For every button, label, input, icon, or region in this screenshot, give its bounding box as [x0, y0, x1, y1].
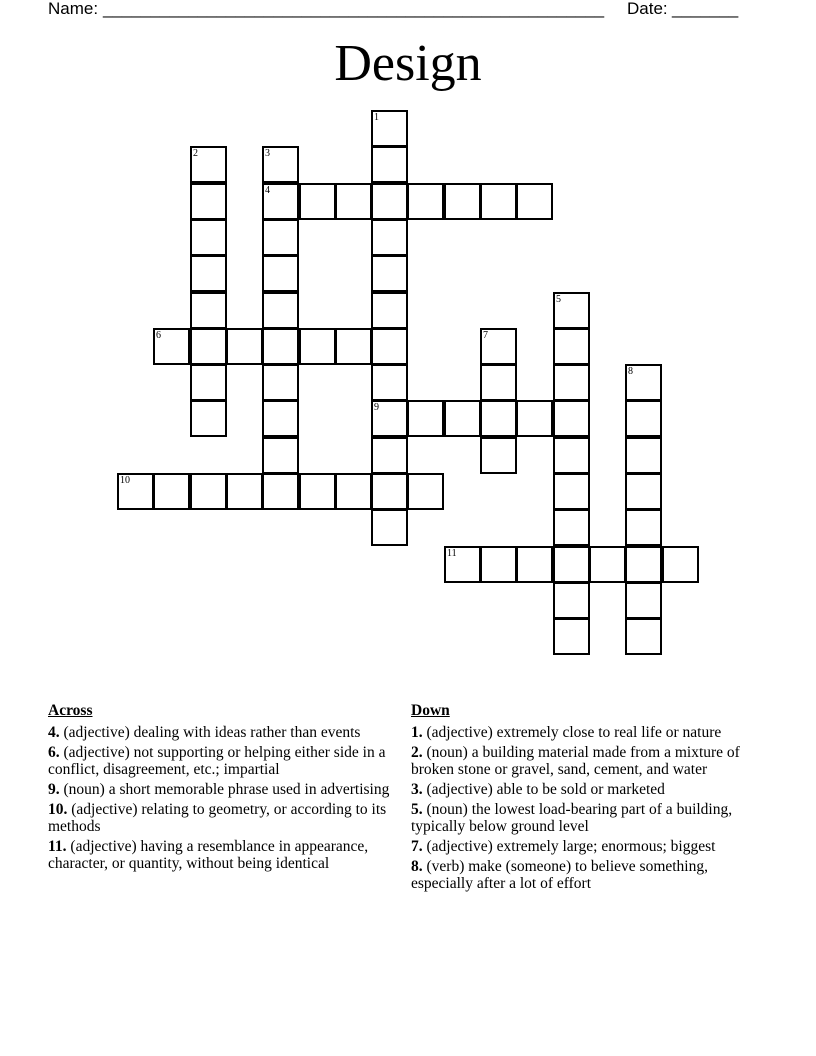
grid-cell[interactable] [262, 473, 299, 510]
grid-cell[interactable] [589, 546, 626, 583]
cell-number: 7 [483, 330, 488, 341]
grid-cell[interactable] [262, 146, 299, 183]
grid-cell[interactable] [190, 400, 227, 437]
grid-cell[interactable] [190, 328, 227, 365]
grid-cell[interactable] [480, 183, 517, 220]
cell-number: 9 [374, 402, 379, 413]
grid-cell[interactable] [190, 473, 227, 510]
grid-cell[interactable] [226, 328, 263, 365]
grid-cell[interactable] [335, 473, 372, 510]
grid-cell[interactable] [262, 219, 299, 256]
cell-number: 11 [447, 548, 457, 559]
clue-number: 3. [411, 781, 423, 798]
across-heading: Across [48, 702, 93, 719]
grid-cell[interactable] [444, 546, 481, 583]
clue-number: 10. [48, 801, 68, 818]
grid-cell[interactable] [553, 473, 590, 510]
grid-cell[interactable] [262, 437, 299, 474]
grid-cell[interactable] [480, 400, 517, 437]
grid-cell[interactable] [335, 183, 372, 220]
grid-cell[interactable] [371, 110, 408, 147]
grid-cell[interactable] [371, 292, 408, 329]
grid-cell[interactable] [662, 546, 699, 583]
grid-cell[interactable] [371, 219, 408, 256]
clue-number: 11. [48, 838, 67, 855]
down-heading: Down [411, 702, 450, 719]
grid-cell[interactable] [262, 364, 299, 401]
grid-cell[interactable] [190, 183, 227, 220]
grid-cell[interactable] [553, 582, 590, 619]
grid-cell[interactable] [190, 255, 227, 292]
grid-cell[interactable] [516, 546, 553, 583]
grid-cell[interactable] [480, 328, 517, 365]
clue-number: 9. [48, 781, 60, 798]
clue-text: (adjective) extremely large; enormous; biggest [426, 838, 716, 855]
grid-cell[interactable] [444, 183, 481, 220]
grid-cell[interactable] [371, 364, 408, 401]
clue-text: (adjective) not supporting or helping either side in a conflict, disagreement, etc.; impartial [48, 744, 386, 778]
grid-cell[interactable] [190, 292, 227, 329]
grid-cell[interactable] [480, 546, 517, 583]
clue-text: (noun) a short memorable phrase used in advertising [63, 781, 390, 798]
clue-number: 4. [48, 724, 60, 741]
grid-cell[interactable] [407, 183, 444, 220]
clue-number: 2. [411, 744, 423, 761]
grid-cell[interactable] [371, 183, 408, 220]
clue-text: (verb) make (someone) to believe something, especially after a lot of effort [411, 858, 708, 892]
clue-down-2 [411, 744, 756, 778]
grid-cell[interactable] [262, 328, 299, 365]
grid-cell[interactable] [262, 183, 299, 220]
clue-down-1 [411, 724, 756, 741]
clue-down-8 [411, 858, 756, 892]
cell-number: 5 [556, 294, 561, 305]
clue-down-3 [411, 781, 756, 798]
grid-cell[interactable] [625, 473, 662, 510]
grid-cell[interactable] [371, 328, 408, 365]
grid-cell[interactable] [371, 473, 408, 510]
grid-cell[interactable] [190, 364, 227, 401]
clue-down-5 [411, 801, 756, 835]
clue-text: (noun) the lowest load-bearing part of a building, typically below ground level [411, 801, 733, 835]
grid-cell[interactable] [625, 400, 662, 437]
grid-cell[interactable] [553, 292, 590, 329]
grid-cell[interactable] [553, 618, 590, 655]
grid-cell[interactable] [335, 328, 372, 365]
cell-number: 3 [265, 148, 270, 159]
page-title: Design [334, 35, 482, 92]
across-clues [48, 702, 393, 875]
clue-across-9 [48, 781, 393, 798]
grid-cell[interactable] [262, 255, 299, 292]
grid-cell[interactable] [299, 328, 336, 365]
clue-number: 1. [411, 724, 423, 741]
clue-text: (adjective) relating to geometry, or according to its methods [48, 801, 387, 835]
cell-number: 10 [120, 475, 130, 486]
grid-cell[interactable] [371, 146, 408, 183]
grid-cell[interactable] [371, 400, 408, 437]
name-line[interactable]: _____________________________________________________ [103, 0, 605, 18]
clue-across-10 [48, 801, 393, 835]
date-line[interactable]: _______ [672, 0, 739, 18]
grid-cell[interactable] [371, 509, 408, 546]
grid-cell[interactable] [117, 473, 154, 510]
grid-cell[interactable] [444, 400, 481, 437]
grid-cell[interactable] [625, 437, 662, 474]
grid-cell[interactable] [625, 364, 662, 401]
grid-cell[interactable] [299, 473, 336, 510]
grid-cell[interactable] [153, 473, 190, 510]
clue-text: (adjective) having a resemblance in appearance, character, or quantity, without being identical [48, 838, 369, 872]
clue-number: 5. [411, 801, 423, 818]
grid-cell[interactable] [625, 582, 662, 619]
clue-text: (adjective) dealing with ideas rather than events [63, 724, 361, 741]
cell-number: 6 [156, 330, 161, 341]
clue-down-7 [411, 838, 756, 855]
grid-cell[interactable] [480, 437, 517, 474]
cell-number: 2 [193, 148, 198, 159]
grid-cell[interactable] [407, 473, 444, 510]
grid-cell[interactable] [553, 509, 590, 546]
clue-number: 7. [411, 838, 423, 855]
grid-cell[interactable] [371, 437, 408, 474]
grid-cell[interactable] [553, 546, 590, 583]
grid-cell[interactable] [553, 437, 590, 474]
grid-cell[interactable] [553, 328, 590, 365]
grid-cell[interactable] [190, 219, 227, 256]
name-label: Name: [48, 0, 99, 18]
clue-text: (noun) a building material made from a mixture of broken stone or gravel, sand, cement, and water [411, 744, 740, 778]
cell-number: 1 [374, 112, 379, 123]
clue-text: (adjective) extremely close to real life or nature [426, 724, 722, 741]
grid-cell[interactable] [262, 400, 299, 437]
clue-number: 8. [411, 858, 423, 875]
clue-across-6 [48, 744, 393, 778]
clue-across-11 [48, 838, 393, 872]
grid-cell[interactable] [371, 255, 408, 292]
grid-cell[interactable] [625, 618, 662, 655]
grid-cell[interactable] [190, 146, 227, 183]
grid-cell[interactable] [407, 400, 444, 437]
grid-cell[interactable] [226, 473, 263, 510]
grid-cell[interactable] [262, 292, 299, 329]
grid-cell[interactable] [153, 328, 190, 365]
cell-number: 8 [628, 366, 633, 377]
cell-number: 4 [265, 185, 270, 196]
grid-cell[interactable] [299, 183, 336, 220]
grid-cell[interactable] [625, 509, 662, 546]
grid-cell[interactable] [516, 400, 553, 437]
grid-cell[interactable] [480, 364, 517, 401]
clue-number: 6. [48, 744, 60, 761]
clue-across-4 [48, 724, 393, 741]
grid-cell[interactable] [625, 546, 662, 583]
date-label: Date: [627, 0, 668, 18]
down-clues [411, 702, 756, 895]
grid-cell[interactable] [553, 364, 590, 401]
grid-cell[interactable] [553, 400, 590, 437]
clue-text: (adjective) able to be sold or marketed [426, 781, 665, 798]
grid-cell[interactable] [516, 183, 553, 220]
